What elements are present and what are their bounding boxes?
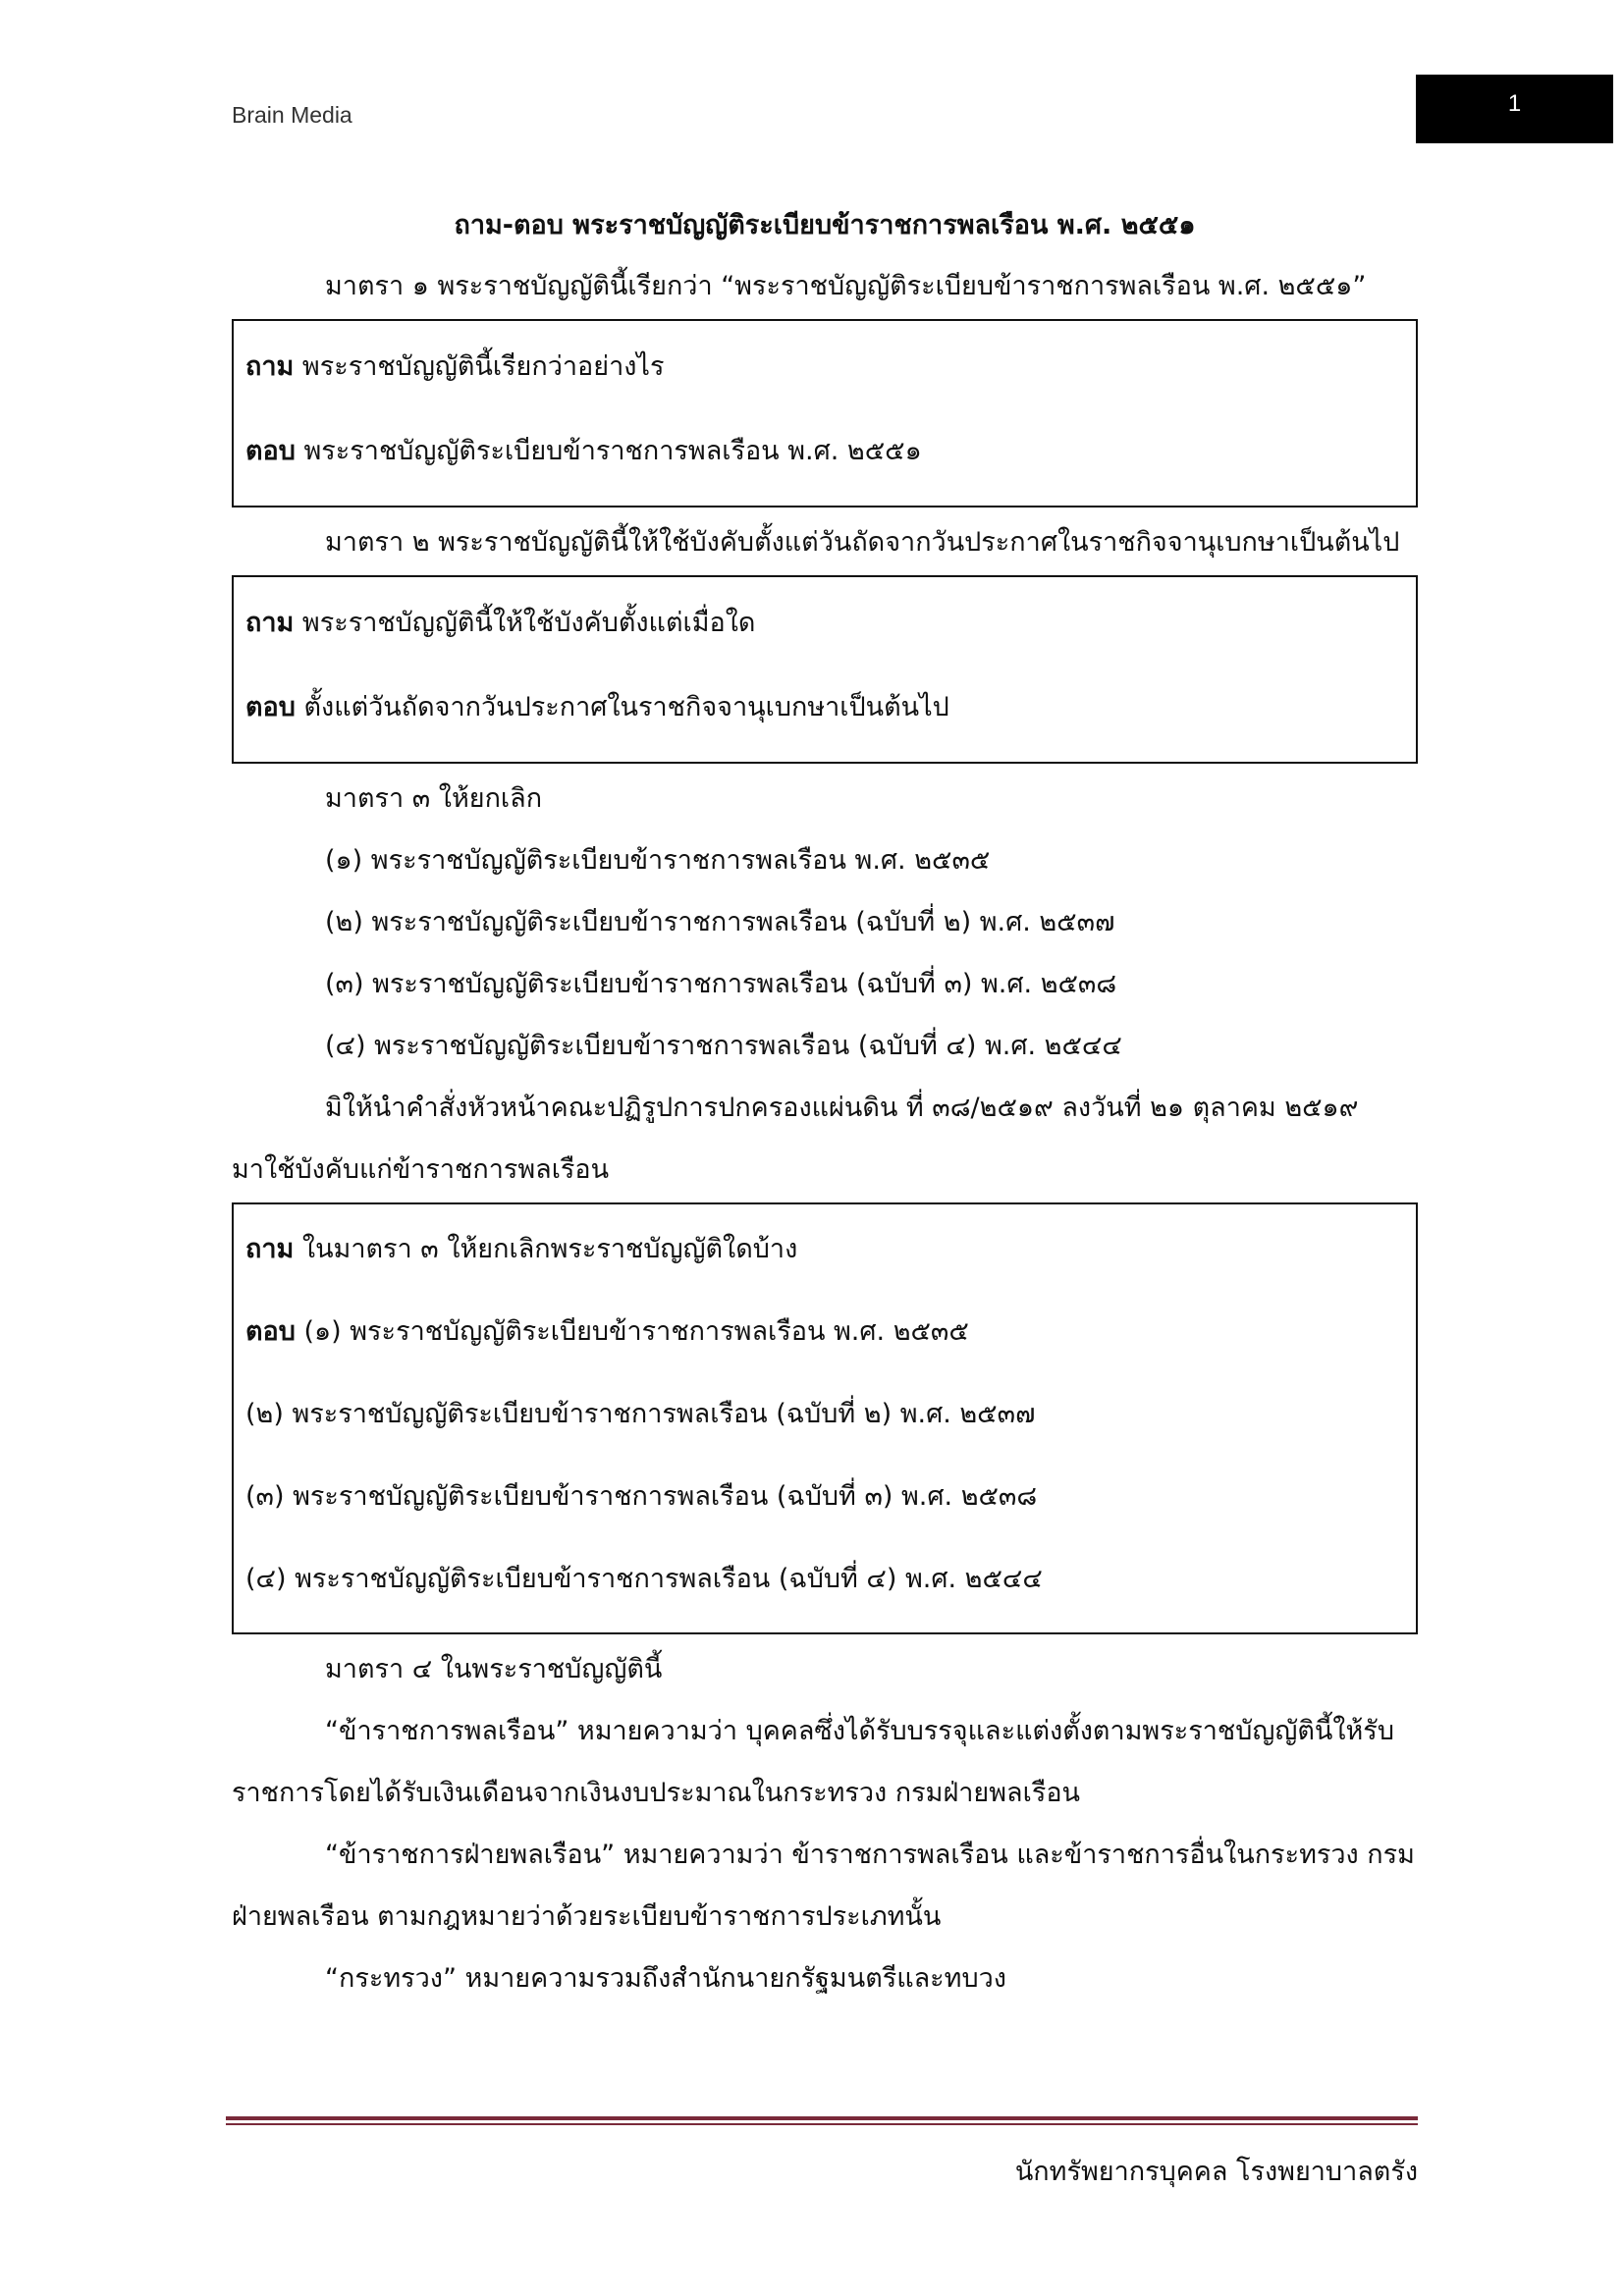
qa-question — [245, 1208, 1404, 1291]
section-3-item: (๔) พระราชบัญญัติระเบียบข้าราชการพลเรือน (ฉบับที่ ๔) พ.ศ. ๒๕๔๔ — [325, 1031, 1122, 1061]
question-label: ถาม — [245, 351, 295, 382]
question-text: พระราชบัญญัตินี้ให้ใช้บังคับตั้งแต่เมื่อใด — [294, 608, 756, 638]
qa-question — [245, 325, 1404, 409]
question-label: ถาม — [245, 608, 295, 638]
definition-1: “ข้าราชการพลเรือน” หมายความว่า บุคคลซึ่งได้รับบรรจุและแต่งตั้งตามพระราชบัญญัตินี้ให้รับ — [325, 1716, 1394, 1746]
section-1: มาตรา ๑ พระราชบัญญัตินี้เรียกว่า “พระราชบัญญัติระเบียบข้าราชการพลเรือน พ.ศ. ๒๕๕๑” — [325, 271, 1367, 301]
question-text: ในมาตรา ๓ ให้ยกเลิกพระราชบัญญัติใดบ้าง — [294, 1234, 798, 1264]
answer-label: ตอบ — [245, 436, 296, 466]
footer-rule-thin — [226, 2123, 1418, 2125]
qa-answer-item: (๓) พระราชบัญญัติระเบียบข้าราชการพลเรือน (ฉบับที่ ๓) พ.ศ. ๒๕๓๘ — [245, 1481, 1038, 1512]
page-number-box — [1416, 75, 1613, 143]
section-3-item: (๑) พระราชบัญญัติระเบียบข้าราชการพลเรือน พ.ศ. ๒๕๓๕ — [325, 845, 991, 876]
document-body — [232, 196, 1418, 2009]
page-number: 1 — [1507, 90, 1522, 117]
section-3-note: มิให้นำคำสั่งหัวหน้าคณะปฏิรูปการปกครองแผ่นดิน ที่ ๓๘/๒๕๑๙ ลงวันที่ ๒๑ ตุลาคม ๒๕๑๙ — [325, 1093, 1359, 1123]
footer-text: นักทรัพยากรบุคคล โรงพยาบาลตรัง — [1014, 2157, 1418, 2187]
qa-answer-item: (๔) พระราชบัญญัติระเบียบข้าราชการพลเรือน (ฉบับที่ ๔) พ.ศ. ๒๕๔๔ — [245, 1564, 1043, 1594]
qa-box-3 — [232, 1202, 1418, 1634]
footer-rule — [226, 2116, 1418, 2120]
question-label: ถาม — [245, 1234, 295, 1264]
qa-box-2 — [232, 575, 1418, 764]
answer-label: ตอบ — [245, 692, 296, 722]
qa-answer — [245, 1291, 1404, 1373]
qa-box-1 — [232, 319, 1418, 507]
qa-question — [245, 581, 1404, 666]
definition-3: “กระทรวง” หมายความรวมถึงสำนักนายกรัฐมนตรีและทบวง — [325, 1963, 1006, 1994]
section-3: มาตรา ๓ ให้ยกเลิก — [325, 783, 543, 814]
header-brand: Brain Media — [232, 102, 352, 128]
section-3-item: (๓) พระราชบัญญัติระเบียบข้าราชการพลเรือน (ฉบับที่ ๓) พ.ศ. ๒๕๓๘ — [325, 969, 1117, 999]
question-text: พระราชบัญญัตินี้เรียกว่าอย่างไร — [294, 351, 665, 382]
section-4: มาตรา ๔ ในพระราชบัญญัตินี้ — [325, 1654, 663, 1684]
section-2: มาตรา ๒ พระราชบัญญัตินี้ให้ใช้บังคับตั้งแต่วันถัดจากวันประกาศในราชกิจจานุเบกษาเป็นต้นไป — [325, 527, 1400, 558]
definition-2: “ข้าราชการฝ่ายพลเรือน” หมายความว่า ข้าราชการพลเรือน และข้าราชการอื่นในกระทรวง กรม — [325, 1840, 1415, 1870]
definition-2-cont: ฝ่ายพลเรือน ตามกฎหมายว่าด้วยระเบียบข้าราชการประเภทนั้น — [232, 1901, 942, 1932]
qa-answer — [245, 666, 1404, 750]
answer-text: ตั้งแต่วันถัดจากวันประกาศในราชกิจจานุเบกษาเป็นต้นไป — [295, 692, 949, 722]
section-3-note-cont: มาใช้บังคับแก่ข้าราชการพลเรือน — [232, 1154, 610, 1185]
section-3-item: (๒) พระราชบัญญัติระเบียบข้าราชการพลเรือน (ฉบับที่ ๒) พ.ศ. ๒๕๓๗ — [325, 907, 1115, 937]
qa-answer — [245, 409, 1404, 494]
definition-1-cont: ราชการโดยได้รับเงินเดือนจากเงินงบประมาณในกระทรวง กรมฝ่ายพลเรือน — [232, 1778, 1080, 1808]
answer-text: (๑) พระราชบัญญัติระเบียบข้าราชการพลเรือน พ.ศ. ๒๕๓๕ — [295, 1316, 969, 1347]
document-title: ถาม-ตอบ พระราชบัญญัติระเบียบข้าราชการพลเรือน พ.ศ. ๒๕๕๑ — [454, 210, 1196, 240]
answer-text: พระราชบัญญัติระเบียบข้าราชการพลเรือน พ.ศ. ๒๕๕๑ — [295, 436, 922, 466]
qa-answer-item: (๒) พระราชบัญญัติระเบียบข้าราชการพลเรือน (ฉบับที่ ๒) พ.ศ. ๒๕๓๗ — [245, 1399, 1036, 1429]
answer-label: ตอบ — [245, 1316, 296, 1347]
